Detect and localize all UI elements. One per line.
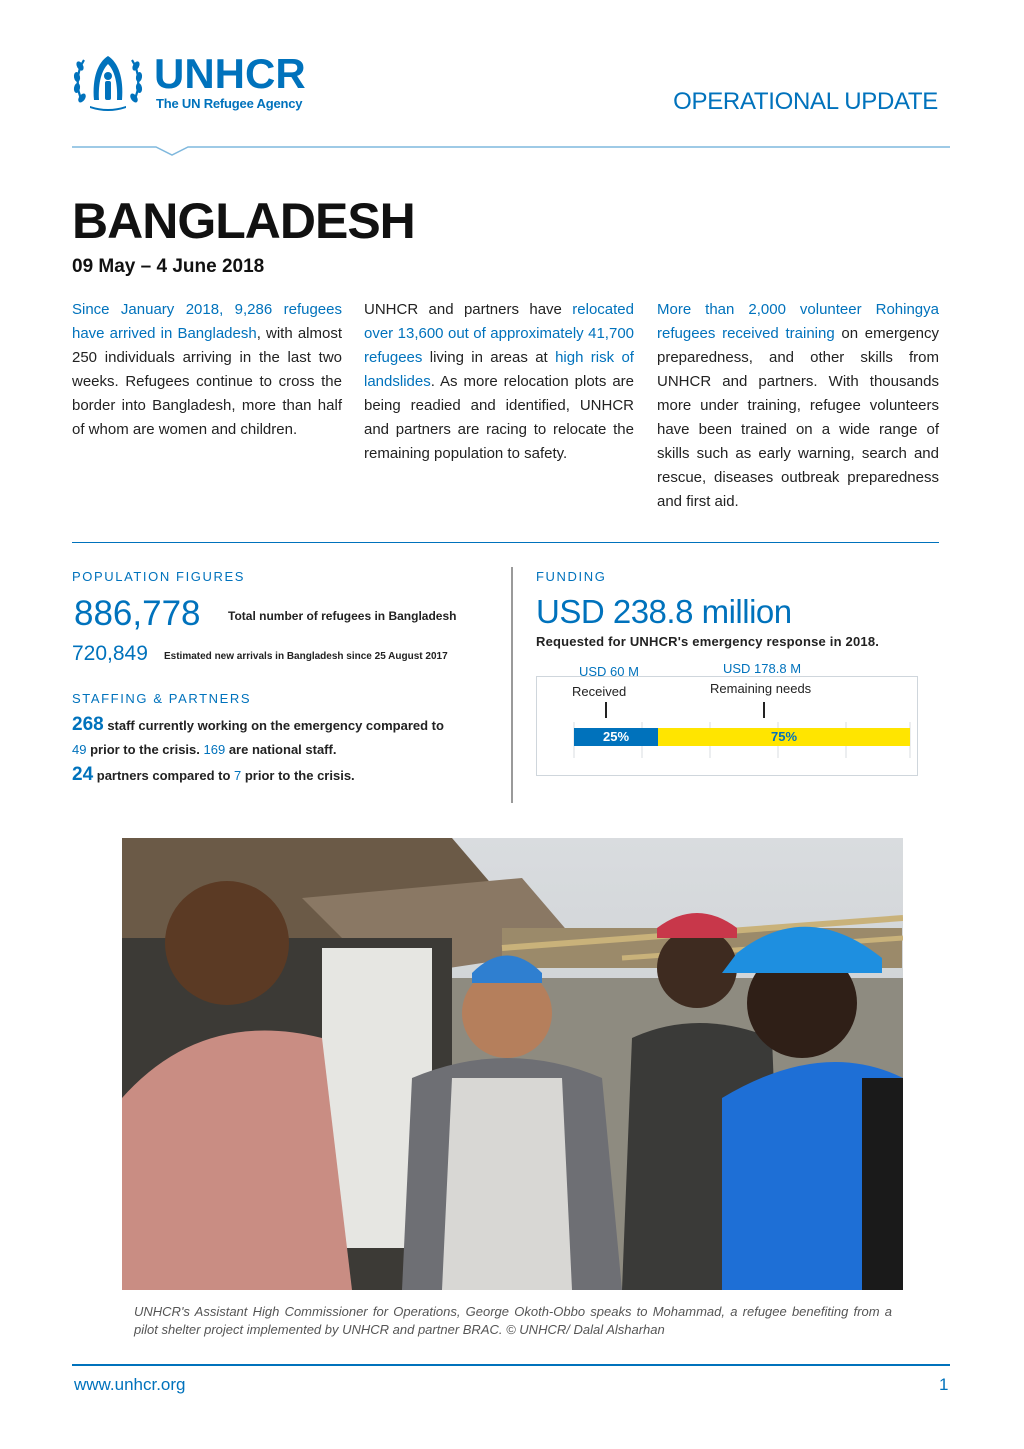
footer-website-link[interactable]: www.unhcr.org [74,1375,186,1394]
intro-body: on emergency preparedness, and other skills from UNHCR and partners. With thousands more under training, refugee volunteers have been trained on a wide range of skills such as early warning, search and rescue, diseases outbreak preparedness and first aid. [657,325,939,510]
page-title: BANGLADESH [72,193,415,249]
partners-text: partners compared to [93,768,235,783]
received-pointer [605,702,607,718]
field-photo [122,838,903,1290]
intro-lead: UNHCR and partners have [364,301,573,318]
population-new-arrivals: 720,849 [72,642,148,665]
prior-partners-count: 7 [234,768,242,783]
prior-staff-count: 49 [72,742,87,757]
page-number: 1 [939,1375,949,1394]
logo-tagline: The UN Refugee Agency [156,96,303,111]
funding-remaining-amount: USD 178.8 M [723,661,802,676]
national-staff-count: 169 [203,742,226,757]
staff-prior-stat [72,742,336,757]
staff-text: staff currently working on the emergency compared to [103,718,444,733]
intro-highlight: Since January 2018, 9,286 refugees have arrived in Bangladesh [72,301,342,342]
photo-caption: UNHCR's Assistant High Commissioner for Operations, George Okoth-Obbo speaks to Mohammad, a refugee benefiting from a pilot shelter project implemented by UNHCR and partner BRAC. © UNHCR/ Dalal Alsharhan [134,1304,892,1337]
national-text: are national staff. [225,742,337,757]
prior-text: prior to the crisis. [86,742,204,757]
intro-mid: living in areas at [422,349,556,366]
date-range: 09 May – 4 June 2018 [72,256,265,277]
funding-amount: USD 238.8 million [536,593,792,630]
intro-highlight: relocated over 13,600 out of approximately 41,700 refugees [364,301,634,366]
partners-stat [72,764,355,786]
unhcr-logo [72,50,342,112]
intro-column-arrivals [72,298,342,442]
logo-wordmark: UNHCR [154,50,306,97]
staff-count: 268 [72,714,104,735]
remaining-pointer [763,702,765,718]
funding-remaining-bar: 75% [658,728,910,746]
intro-column-relocation [364,298,634,466]
intro-column-volunteers [657,298,939,514]
unhcr-emblem-icon [72,50,144,112]
population-new-arrivals-description: Estimated new arrivals in Bangladesh since 25 August 2017 [164,651,448,662]
partners-count: 24 [72,764,94,785]
funding-received-bar: 25% [574,728,658,746]
footer-divider [72,1364,950,1366]
funding-section-label: FUNDING [536,569,607,584]
population-total-description: Total number of refugees in Bangladesh [228,609,457,623]
document-type: OPERATIONAL UPDATE [673,88,938,115]
funding-description: Requested for UNHCR's emergency response in 2018. [536,634,880,649]
funding-remaining-label: Remaining needs [710,681,812,696]
funding-received-label: Received [572,684,627,699]
population-section-label: POPULATION FIGURES [72,569,246,584]
staffing-section-label: STAFFING & PARTNERS [72,691,252,706]
partners-tail: prior to the crisis. [241,768,355,783]
intro-highlight: high risk of landslides [364,349,634,390]
intro-highlight: More than 2,000 volunteer Rohingya refugees received training [657,301,939,342]
section-divider [72,542,939,543]
intro-body: , with almost 250 individuals arriving in the last two weeks. Refugees continue to cross the border into Bangladesh, more than half of whom are women and children. [72,325,342,438]
panel-divider [511,567,513,803]
intro-body: . As more relocation plots are being readied and identified, UNHCR and partners are racing to relocate the remaining population to safety. [364,373,634,462]
staff-stat [72,714,444,736]
funding-received-amount: USD 60 M [579,664,639,679]
header-divider [72,140,950,156]
population-total: 886,778 [74,594,201,633]
